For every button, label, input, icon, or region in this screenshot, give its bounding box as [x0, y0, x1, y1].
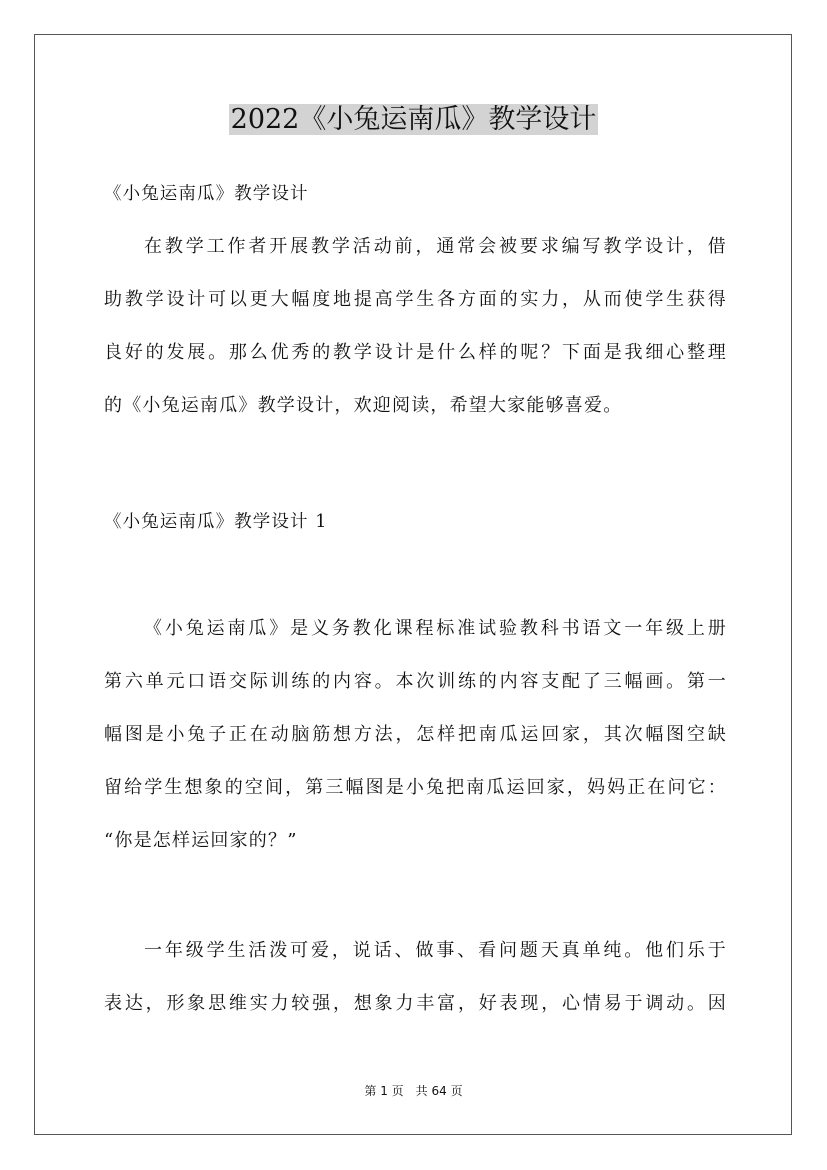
- section-heading: 《小兔运南瓜》教学设计 1: [104, 512, 328, 532]
- intro-line: 的《小兔运南瓜》教学设计，欢迎阅读，希望大家能够喜爱。: [104, 395, 623, 416]
- paragraph-line: 第六单元口语交际训练的内容。本次训练的内容支配了三幅画。第一: [104, 671, 727, 692]
- document-title-text: 2022《小兔运南瓜》教学设计: [230, 104, 597, 135]
- intro-line: 良好的发展。那么优秀的教学设计是什么样的呢？下面是我细心整理: [104, 342, 727, 363]
- paragraph-line: 留给学生想象的空间，第三幅图是小兔把南瓜运回家，妈妈正在问它：: [104, 777, 727, 798]
- paragraph-line: 一年级学生活泼可爱，说话、做事、看问题天真单纯。他们乐于: [144, 940, 727, 961]
- paragraph-line: 表达，形象思维实力较强，想象力丰富，好表现，心情易于调动。因: [104, 993, 727, 1014]
- body-paragraph-2: [104, 924, 727, 1030]
- body-paragraph-1: [104, 602, 727, 867]
- paragraph-line: 幅图是小兔子正在动脑筋想方法，怎样把南瓜运回家，其次幅图空缺: [104, 724, 727, 745]
- intro-line: 在教学工作者开展教学活动前，通常会被要求编写教学设计，借: [144, 236, 727, 257]
- intro-paragraph: [104, 220, 727, 432]
- document-subtitle: 《小兔运南瓜》教学设计: [104, 184, 309, 204]
- intro-line: 助教学设计可以更大幅度地提高学生各方面的实力，从而使学生获得: [104, 289, 727, 310]
- paragraph-line: “你是怎样运回家的？”: [104, 830, 298, 851]
- document-title: [0, 100, 827, 140]
- paragraph-line: 《小兔运南瓜》是义务教化课程标准试验教科书语文一年级上册: [144, 618, 727, 639]
- page-number-footer: 第 1 页 共 64 页: [364, 1084, 463, 1098]
